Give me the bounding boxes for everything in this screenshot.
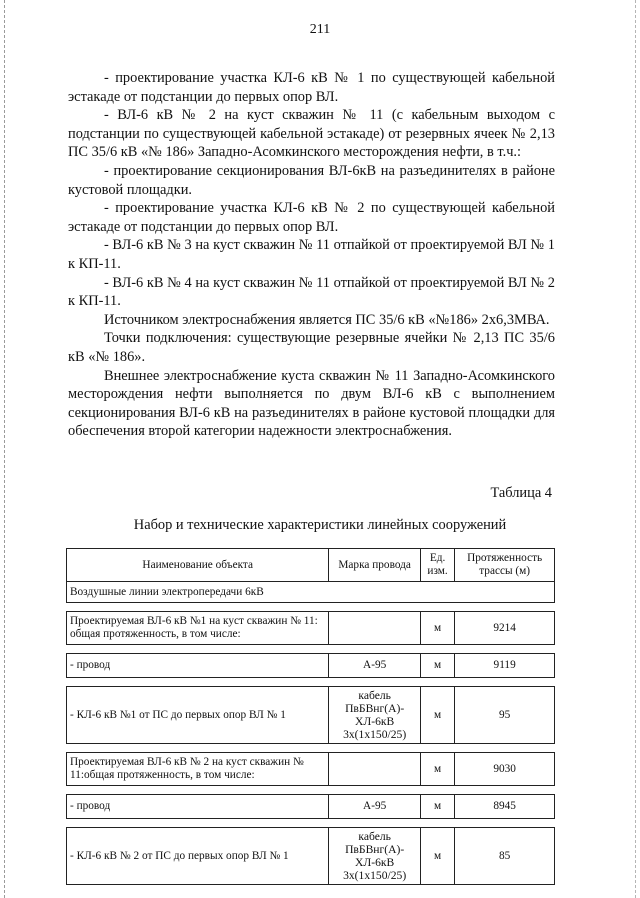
- table-row: [67, 828, 555, 885]
- cell-length: 95: [455, 687, 555, 744]
- cell-wire: А-95: [329, 654, 420, 678]
- page-number: 211: [309, 22, 331, 37]
- paragraph: - ВЛ-6 кВ № 4 на куст скважин № 11 отпайкой от проектируемой ВЛ № 2 к КП-11.: [68, 274, 555, 310]
- cell-unit: м: [420, 795, 454, 819]
- cell-length: 85: [455, 828, 555, 885]
- cell-wire: [329, 753, 420, 786]
- cell-name: - КЛ-6 кВ № 2 от ПС до первых опор ВЛ № 1: [67, 828, 329, 885]
- paragraph: - проектирование секционирования ВЛ-6кВ на разъединителях в районе кустовой площадки.: [68, 162, 555, 198]
- table-label: Таблица 4: [490, 485, 552, 501]
- paragraph: - проектирование участка КЛ-6 кВ № 1 по существующей кабельной эстакаде от подстанции до первых опор ВЛ.: [68, 70, 555, 105]
- paragraph: Источником электроснабжения является ПС 35/6 кВ «№186» 2х6,3МВА.: [104, 311, 550, 328]
- table-row: [67, 687, 555, 744]
- header-name: Наименование объекта: [67, 549, 329, 582]
- cell-name: - КЛ-6 кВ №1 от ПС до первых опор ВЛ № 1: [67, 687, 329, 744]
- paragraph: Точки подключения: существующие резервные ячейки № 2,13 ПС 35/6 кВ «№ 186».: [68, 330, 555, 365]
- paragraph: Внешнее электроснабжение куста скважин № 11 Западно-Асомкинского месторождения нефти выполняется по двум ВЛ-6 кВ с выполнением секционирования ВЛ-6 кВ на разъединителях в районе кустовой площадки для обеспечения второй категории надежности электроснабжения.: [68, 367, 555, 440]
- table-spacer: [67, 819, 555, 828]
- cell-name: Проектируемая ВЛ-6 кВ № 2 на куст скважин № 11:общая протяженность, в том числе:: [67, 753, 329, 786]
- section-title: Воздушные линии электропередачи 6кВ: [67, 582, 555, 603]
- cell-name: Проектируемая ВЛ-6 кВ №1 на куст скважин № 11: общая протяженность, в том числе:: [67, 612, 329, 645]
- table-row: [67, 612, 555, 645]
- line-structures-table: [66, 548, 555, 885]
- table-row: [67, 753, 555, 786]
- table-spacer: [67, 603, 555, 612]
- table-section-row: [67, 582, 555, 603]
- table-row: [67, 654, 555, 678]
- header-wire: Марка провода: [329, 549, 420, 582]
- cell-unit: м: [420, 828, 454, 885]
- cell-name: - провод: [67, 795, 329, 819]
- cell-wire: [329, 612, 420, 645]
- cell-unit: м: [420, 687, 454, 744]
- table-spacer: [67, 645, 555, 654]
- paragraph: - проектирование участка КЛ-6 кВ № 2 по существующей кабельной эстакаде от подстанции до первых опор ВЛ.: [68, 200, 555, 235]
- cell-length: 9030: [455, 753, 555, 786]
- table-header-row: [67, 549, 555, 582]
- table-spacer: [67, 744, 555, 753]
- table-row: [67, 795, 555, 819]
- scan-edge-left: [4, 0, 6, 898]
- header-length: Протяженность трассы (м): [455, 549, 555, 582]
- table-title: Набор и технические характеристики линейных сооружений: [133, 517, 507, 533]
- cell-wire: кабель ПвБВнг(А)-ХЛ-6кВ 3х(1х150/25): [329, 687, 420, 744]
- paragraph: - ВЛ-6 кВ № 2 на куст скважин № 11 (с кабельным выходом с подстанции по существующей кабельной эстакаде) от резервных ячеек № 2,13 ПС 35/6 кВ «№ 186» Западно-Асомкинского месторождения нефти, в т.ч.:: [68, 107, 555, 161]
- cell-length: 9214: [455, 612, 555, 645]
- cell-wire: кабель ПвБВнг(А)-ХЛ-6кВ 3х(1х150/25): [329, 828, 420, 885]
- table-spacer: [67, 678, 555, 687]
- cell-unit: м: [420, 612, 454, 645]
- cell-unit: м: [420, 753, 454, 786]
- cell-unit: м: [420, 654, 454, 678]
- cell-wire: А-95: [329, 795, 420, 819]
- cell-name: - провод: [67, 654, 329, 678]
- paragraph: - ВЛ-6 кВ № 3 на куст скважин № 11 отпайкой от проектируемой ВЛ № 1 к КП-11.: [68, 237, 555, 272]
- header-unit: Ед. изм.: [420, 549, 454, 582]
- scan-edge-right: [635, 0, 637, 898]
- cell-length: 9119: [455, 654, 555, 678]
- table-spacer: [67, 786, 555, 795]
- cell-length: 8945: [455, 795, 555, 819]
- body-text: [68, 69, 555, 441]
